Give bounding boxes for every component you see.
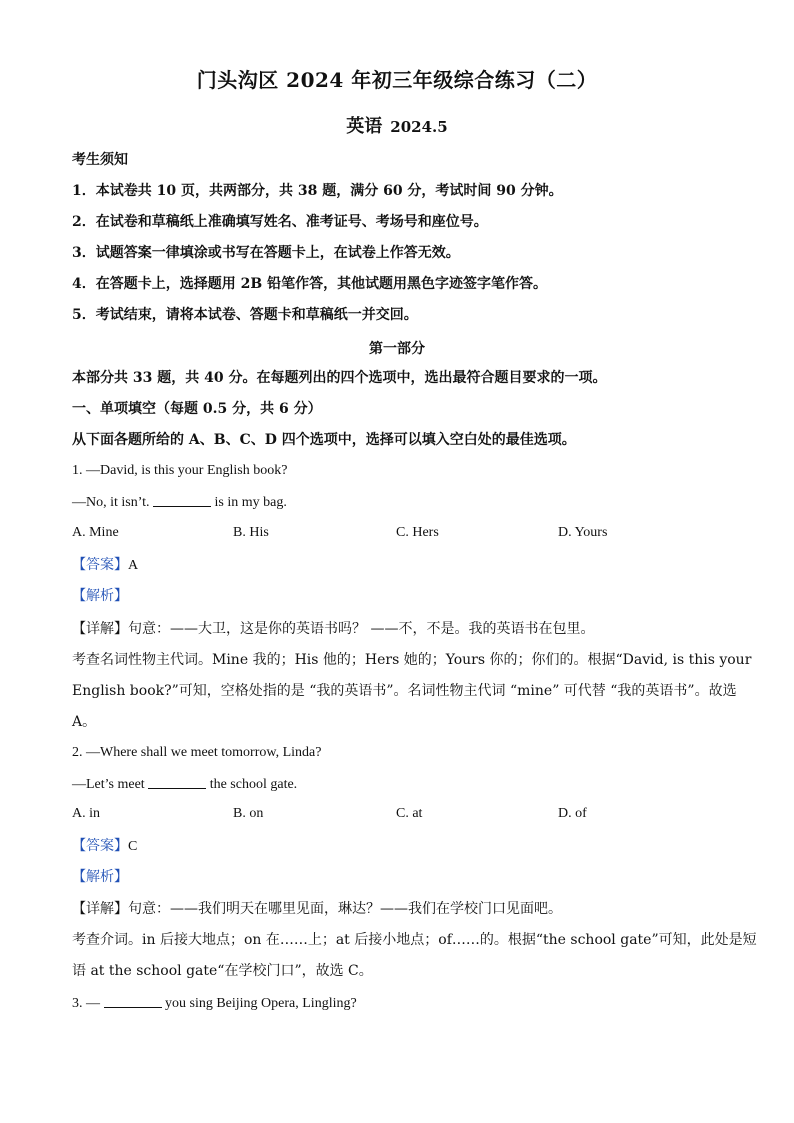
q1-analysis-label: 【解析】 (72, 588, 128, 604)
q2-reply-start: —Let’s meet (72, 777, 145, 792)
q1-option-c: C. Hers (396, 525, 439, 540)
part-heading: 第一部分 (369, 341, 425, 357)
q1-reply-start: —No, it isn’t. (72, 495, 150, 510)
q3-stem-end: you sing Beijing Opera, Lingling? (165, 996, 357, 1011)
q2-option-d: D. of (558, 806, 587, 821)
notice-heading: 考生须知 (72, 152, 128, 168)
notice-item-1: 1．本试卷共 10 页，共两部分，共 38 题，满分 60 分，考试时间 90 分钟。 (72, 183, 563, 199)
detail-label: 【详解】 (72, 621, 128, 637)
q2-reply (72, 774, 297, 795)
q1-answer (72, 555, 138, 576)
q1-explain-1: 考查名词性物主代词。Mine 我的；His 他的；Hers 她的；Yours 你的；你们的。根据“David, is this your (72, 652, 752, 668)
q2-explain-1: 考查介词。in 后接大地点；on 在……上；at 后接小地点；of……的。根据“the school gate”可知，此处是短 (72, 932, 757, 948)
subject-line (0, 112, 794, 138)
q1-option-b: B. His (233, 525, 269, 540)
part-intro: 本部分共 33 题，共 40 分。在每题列出的四个选项中，选出最符合题目要求的一项。 (72, 370, 607, 386)
q1-explain-3: A。 (72, 714, 97, 730)
exam-title: 门头沟区 2024 年初三年级综合练习（二） (196, 68, 598, 92)
q2-explain-2: 语 at the school gate“在学校门口”，故选 C。 (72, 963, 373, 979)
exam-date: 2024.5 (390, 118, 448, 136)
q1-reply (72, 492, 287, 513)
q1-explain-2: English book?”可知，空格处指的是 “我的英语书”。名词性物主代词 “mine” 可代替 “我的英语书”。故选 (72, 683, 737, 699)
q1-option-a: A. Mine (72, 525, 119, 540)
answer-label: 【答案】 (72, 838, 128, 854)
q1-answer-value: A (128, 558, 139, 573)
section-title: 一、单项填空（每题 0.5 分，共 6 分） (72, 401, 322, 417)
notice-item-3: 3．试题答案一律填涂或书写在答题卡上，在试卷上作答无效。 (72, 245, 460, 261)
q1-detail (72, 619, 594, 639)
subject-name: 英语 (346, 116, 383, 137)
q2-blank (148, 774, 206, 789)
q1-option-d: D. Yours (558, 525, 608, 540)
q2-detail-text: 句意：——我们明天在哪里见面，琳达？——我们在学校门口见面吧。 (128, 901, 562, 917)
q1-reply-end: is in my bag. (214, 495, 287, 510)
notice-item-2: 2．在试卷和草稿纸上准确填写姓名、准考证号、考场号和座位号。 (72, 214, 488, 230)
q2-reply-end: the school gate. (209, 777, 298, 792)
q1-detail-text: 句意：——大卫，这是你的英语书吗？ ——不，不是。我的英语书在包里。 (128, 621, 595, 637)
q2-answer (72, 836, 137, 857)
answer-label: 【答案】 (72, 557, 128, 573)
q1-blank (153, 492, 211, 507)
notice-item-4: 4．在答题卡上，选择题用 2B 铅笔作答，其他试题用黑色字迹签字笔作答。 (72, 276, 548, 292)
q3-blank (104, 993, 162, 1008)
section-instruction: 从下面各题所给的 A、B、C、D 四个选项中，选择可以填入空白处的最佳选项。 (72, 432, 576, 448)
notice-item-5: 5．考试结束，请将本试卷、答题卡和草稿纸一并交回。 (72, 307, 418, 323)
q2-option-a: A. in (72, 806, 100, 821)
q2-answer-value: C (128, 839, 138, 854)
q2-stem: 2. —Where shall we meet tomorrow, Linda? (72, 745, 322, 760)
q2-analysis-label: 【解析】 (72, 869, 128, 885)
q2-detail (72, 899, 562, 919)
detail-label: 【详解】 (72, 901, 128, 917)
q2-option-b: B. on (233, 806, 264, 821)
q1-stem: 1. —David, is this your English book? (72, 463, 288, 478)
q2-option-c: C. at (396, 806, 423, 821)
q3-stem (72, 993, 357, 1014)
q3-stem-start: 3. — (72, 996, 100, 1011)
